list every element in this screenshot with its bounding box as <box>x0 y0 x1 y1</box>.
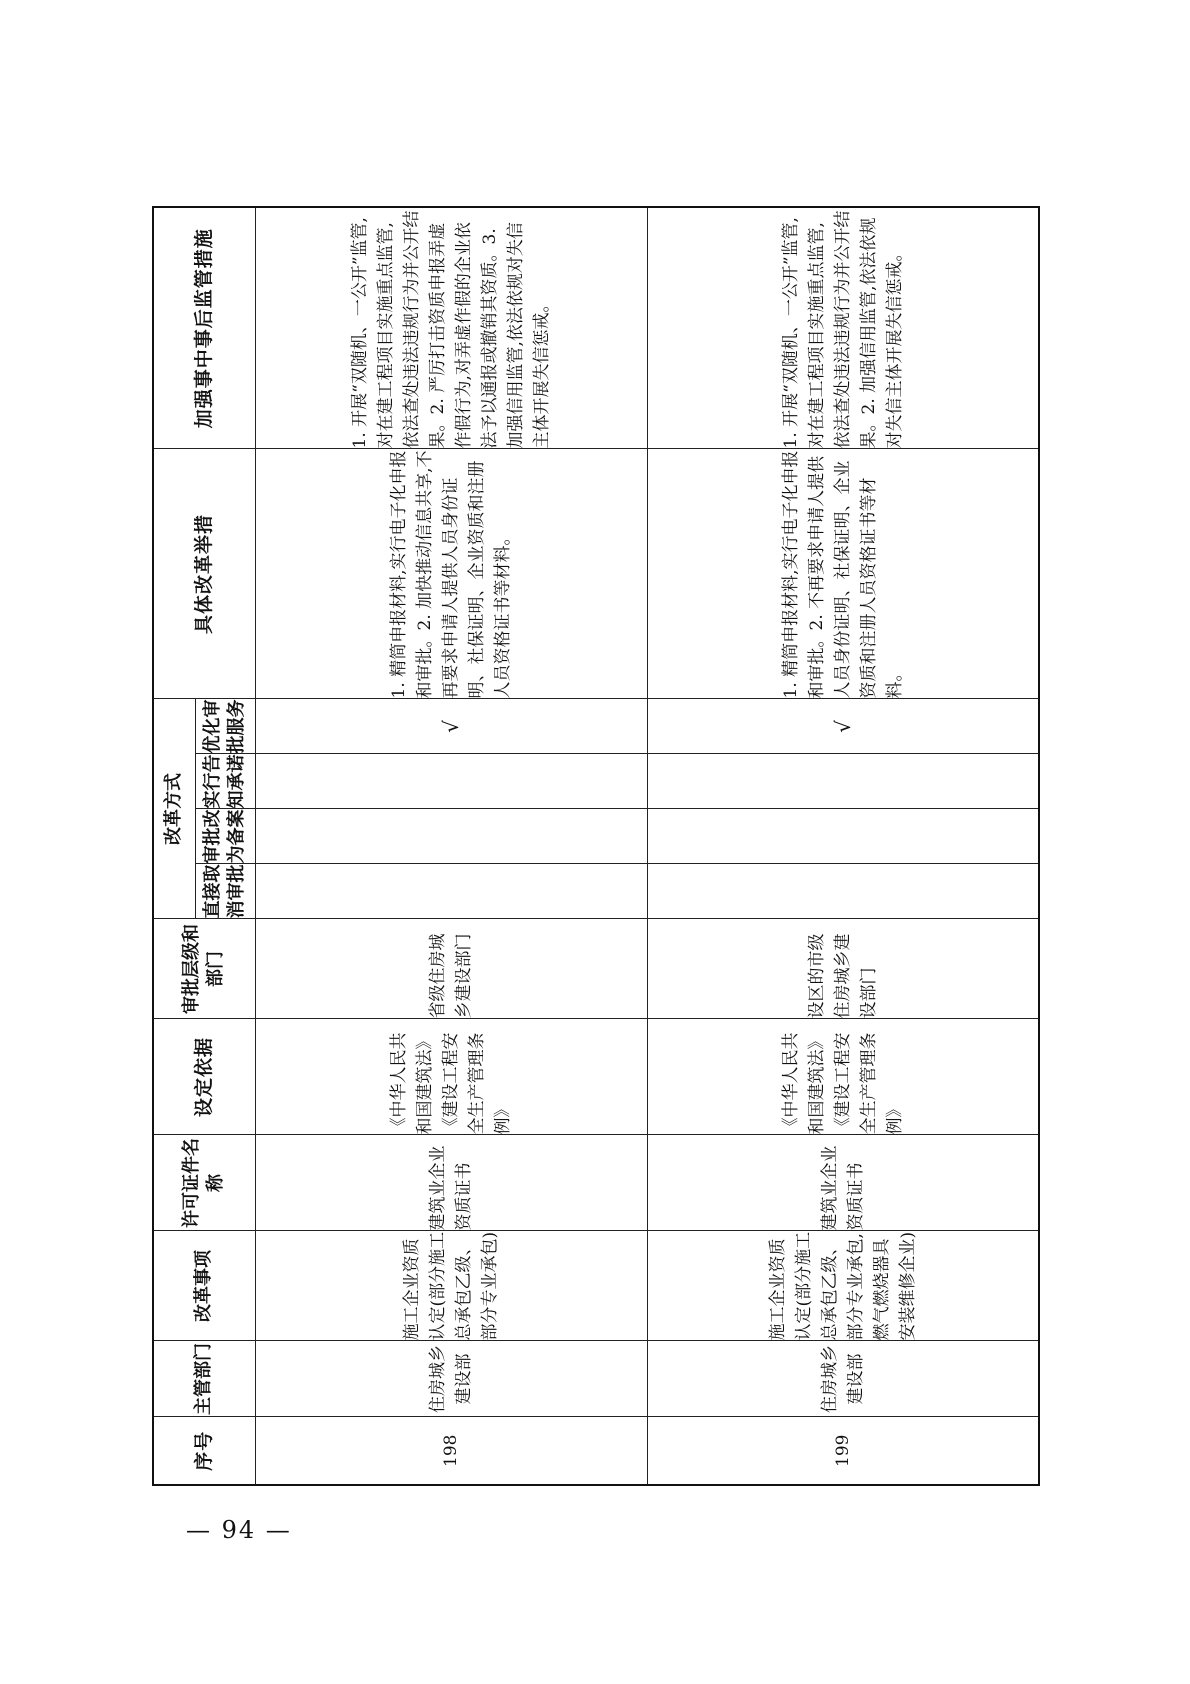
row-basis: 《中华人民共和国建筑法》《建设工程安全生产管理条例》 <box>255 1019 647 1135</box>
row-measures: 1. 精简申报材料,实行电子化申报和审批。2. 不再要求申请人提供人员身份证明、社保证明、企业资质和注册人员资格证书等材料。 <box>647 449 1039 699</box>
row-mode-record <box>255 809 647 864</box>
reform-table <box>152 206 1040 1486</box>
row-mode-cancel <box>255 864 647 919</box>
page-number: — 94 — <box>186 1516 292 1544</box>
header-mode-promise: 实行告知承诺 <box>195 754 255 809</box>
header-item: 改革事项 <box>153 1231 255 1341</box>
row-basis: 《中华人民共和国建筑法》《建设工程安全生产管理条例》 <box>647 1019 1039 1135</box>
table-row <box>647 207 1039 1485</box>
row-item: 施工企业资质认定(部分施工总承包乙级、部分专业承包) <box>255 1231 647 1341</box>
row-mode-promise <box>647 754 1039 809</box>
row-license: 建筑业企业资质证书 <box>647 1135 1039 1231</box>
header-level: 审批层级和部门 <box>153 919 255 1019</box>
header-row-1 <box>153 207 195 1485</box>
row-level: 省级住房城乡建设部门 <box>255 919 647 1019</box>
header-dept: 主管部门 <box>153 1341 255 1417</box>
header-supervision: 加强事中事后监管措施 <box>153 207 255 449</box>
header-seq: 序号 <box>153 1417 255 1485</box>
row-mode-cancel <box>647 864 1039 919</box>
header-license: 许可证件名称 <box>153 1135 255 1231</box>
header-basis: 设定依据 <box>153 1019 255 1135</box>
table-row <box>255 207 647 1485</box>
row-mode-record <box>647 809 1039 864</box>
rotated-table-container <box>152 208 1038 1486</box>
row-license: 建筑业企业资质证书 <box>255 1135 647 1231</box>
header-mode-cancel: 直接取消审批 <box>195 864 255 919</box>
row-dept: 住房城乡建设部 <box>647 1341 1039 1417</box>
row-mode-promise <box>255 754 647 809</box>
header-measures: 具体改革举措 <box>153 449 255 699</box>
row-seq: 199 <box>647 1417 1039 1485</box>
row-item: 施工企业资质认定(部分施工总承包乙级、部分专业承包,燃气燃烧器具安装维修企业) <box>647 1231 1039 1341</box>
row-dept: 住房城乡建设部 <box>255 1341 647 1417</box>
row-supervision: 1. 开展“双随机、一公开”监管,对在建工程项目实施重点监管,依法查处违法违规行为并公开结果。2. 加强信用监管,依法依规对失信主体开展失信惩戒。 <box>647 207 1039 449</box>
row-level: 设区的市级住房城乡建设部门 <box>647 919 1039 1019</box>
row-measures: 1. 精简申报材料,实行电子化申报和审批。2. 加快推动信息共享,不再要求申请人提供人员身份证明、社保证明、企业资质和注册人员资格证书等材料。 <box>255 449 647 699</box>
header-mode-record: 审批改为备案 <box>195 809 255 864</box>
row-supervision: 1. 开展“双随机、一公开”监管,对在建工程项目实施重点监管,依法查处违法违规行为并公开结果。2. 严厉打击资质申报弄虚作假行为,对弄虚作假的企业依法予以通报或撤销其资质。3. 加强信用监管,依法依规对失信主体开展失信惩戒。 <box>255 207 647 449</box>
row-mode-optimize: √ <box>255 699 647 754</box>
row-seq: 198 <box>255 1417 647 1485</box>
header-mode-optimize: 优化审批服务 <box>195 699 255 754</box>
header-mode: 改革方式 <box>153 699 195 919</box>
row-mode-optimize: √ <box>647 699 1039 754</box>
